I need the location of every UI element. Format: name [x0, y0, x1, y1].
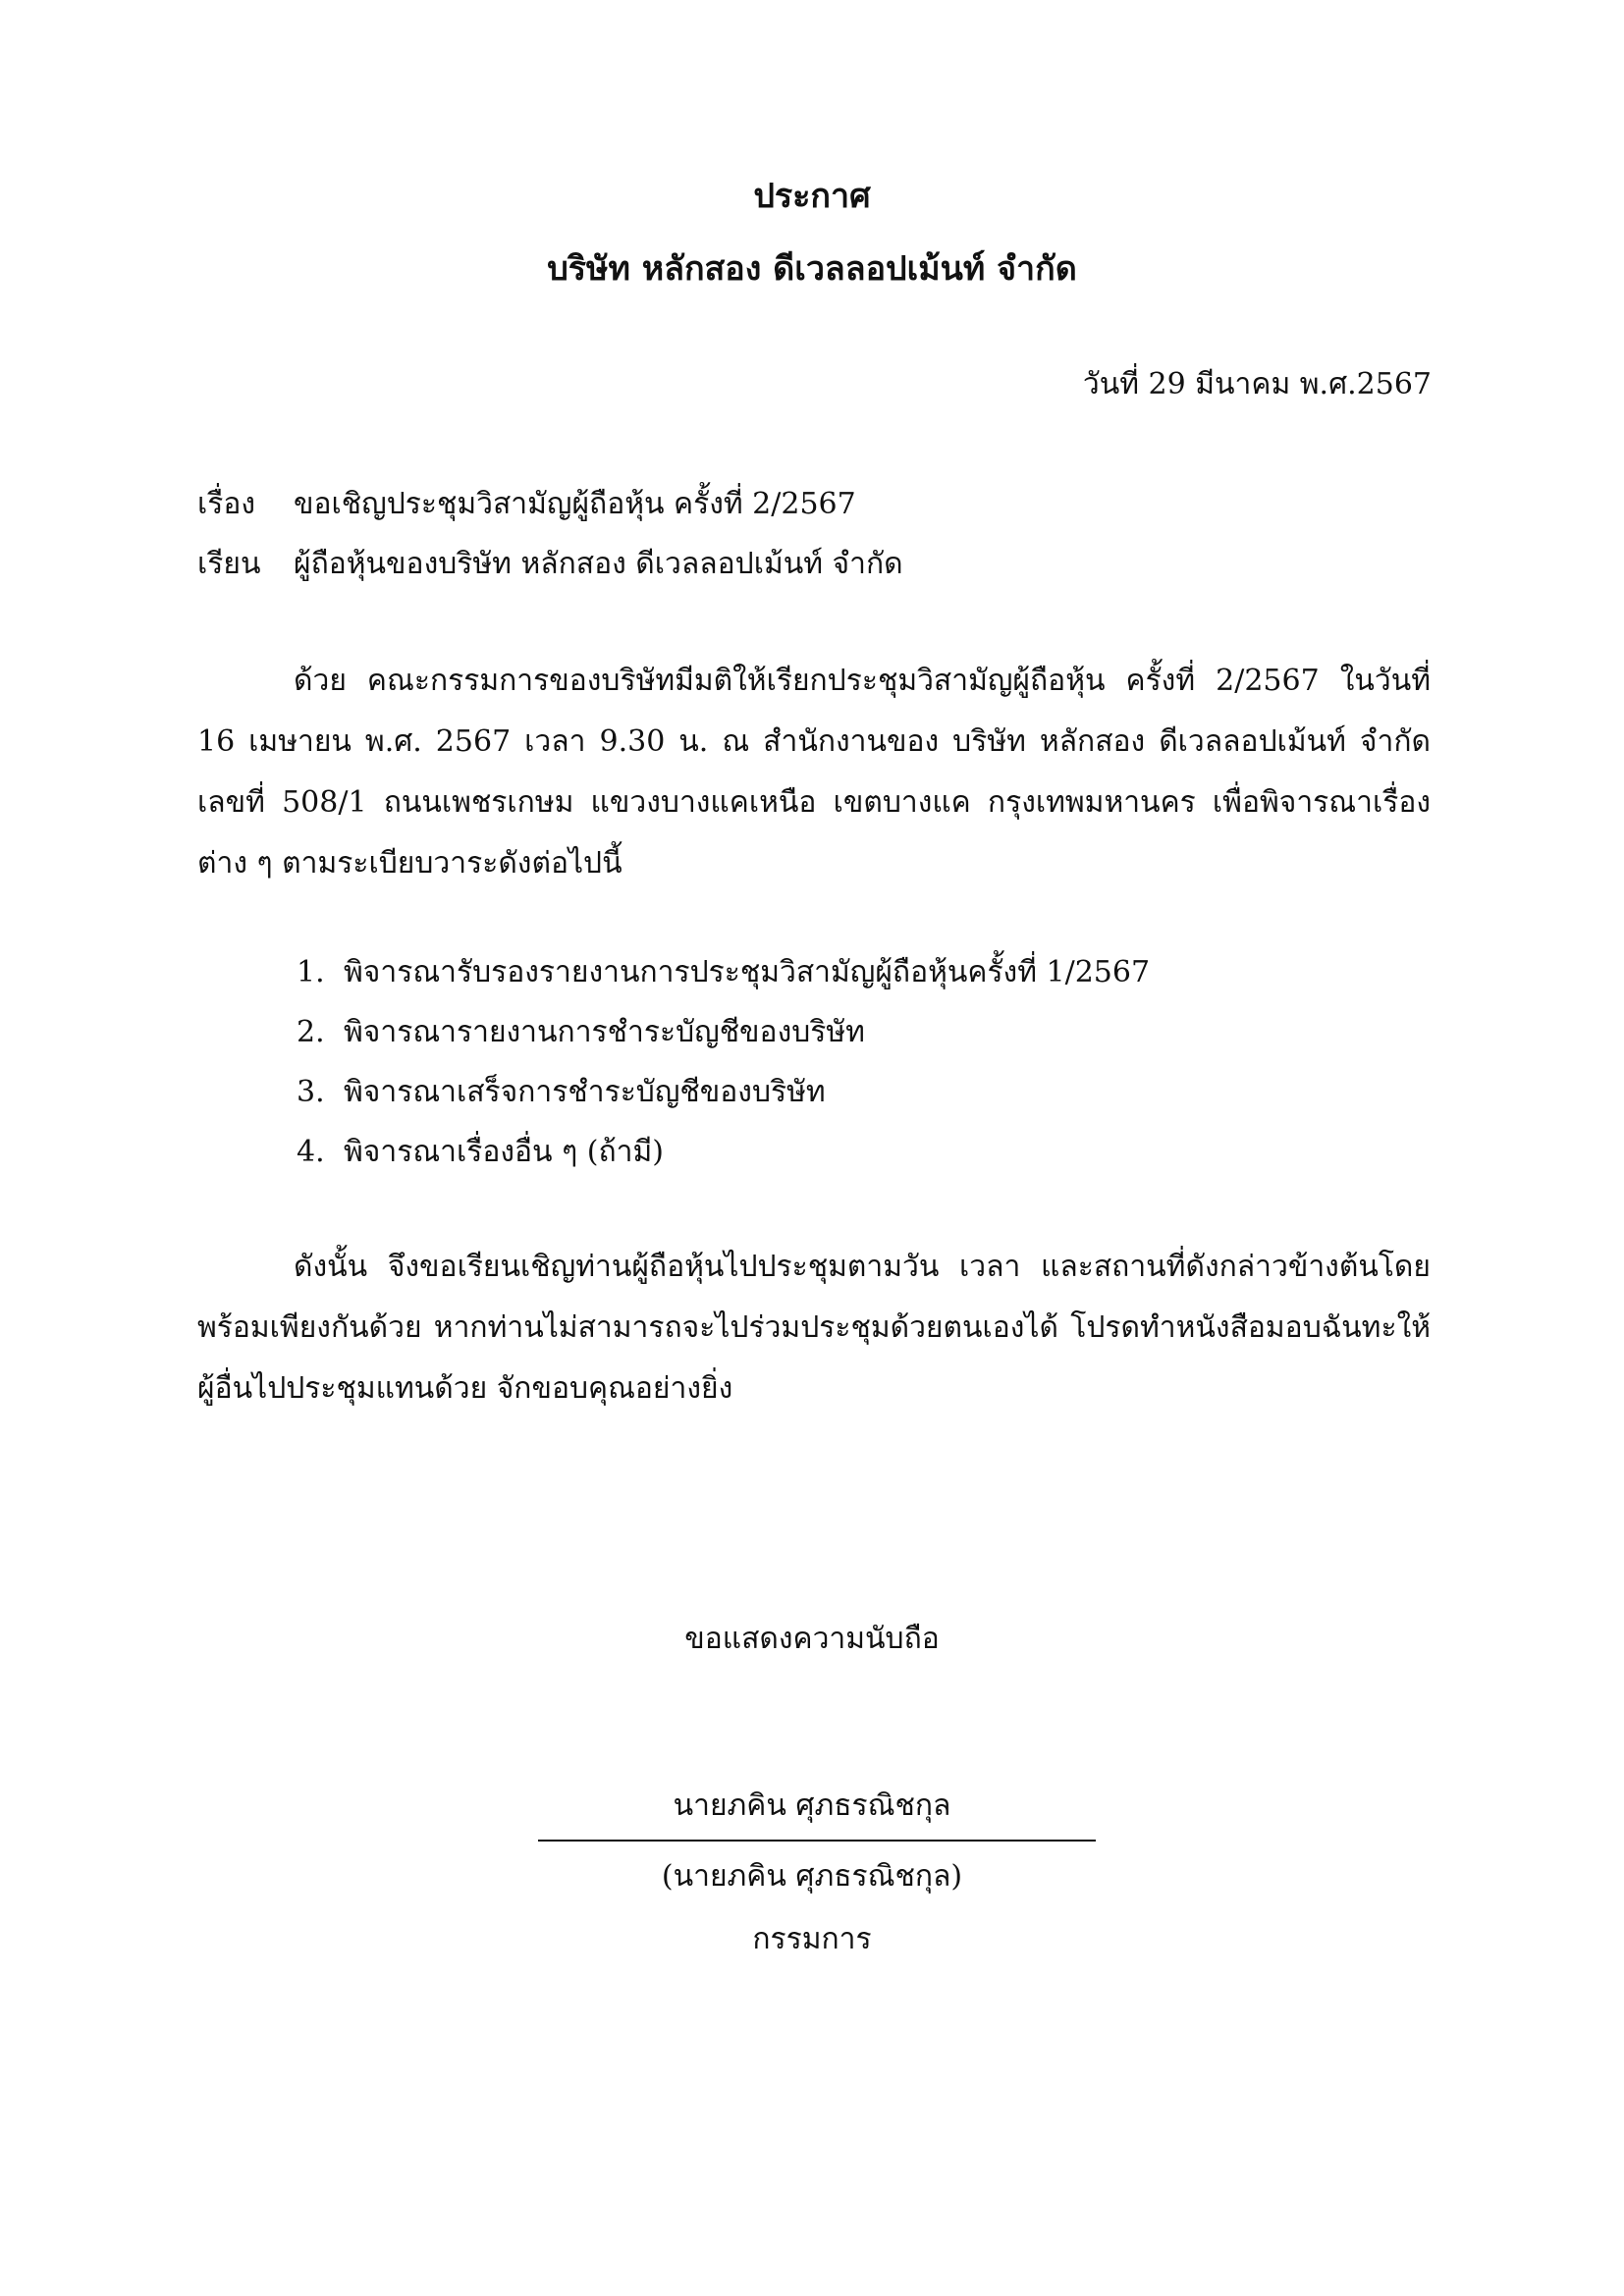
- agenda-number: 1.: [297, 955, 325, 989]
- signer-position: กรรมการ: [752, 1922, 872, 1956]
- agenda-item: [297, 942, 1150, 1002]
- agenda-number: 2.: [297, 1015, 325, 1049]
- agenda-text: พิจารณารับรองรายงานการประชุมวิสามัญผู้ถือหุ้นครั้งที่ 1/2567: [344, 955, 1151, 989]
- recipient-label: เรียน: [197, 547, 261, 581]
- agenda-list: [297, 942, 1150, 1182]
- printed-name: (นายภคิน ศุภธรณิชกุล): [661, 1859, 963, 1894]
- subject-label: เรื่อง: [197, 487, 256, 521]
- agenda-number: 4.: [297, 1135, 325, 1169]
- agenda-item: [297, 1002, 1150, 1062]
- agenda-text: พิจารณาเรื่องอื่น ๆ (ถ้ามี): [344, 1135, 664, 1169]
- agenda-number: 3.: [297, 1075, 325, 1109]
- intro-paragraph: ด้วย คณะกรรมการของบริษัทมีมติให้เรียกประชุมวิสามัญผู้ถือหุ้น ครั้งที่ 2/2567 ในวันที่ 16 เมษายน พ.ศ. 2567 เวลา 9.30 น. ณ สำนักงานของ บริษัท หลักสอง ดีเวลลอปเม้นท์ จำกัด เลขที่ 508/1 ถนนเพชรเกษม แขวงบางแคเหนือ เขตบางแค กรุงเทพมหานคร เพื่อพิจารณาเรื่องต่าง ๆ ตามระเบียบวาระดังต่อไปนี้: [197, 664, 1431, 881]
- regards-text: ขอแสดงความนับถือ: [684, 1622, 940, 1656]
- agenda-item: [297, 1122, 1150, 1182]
- subject-row: [197, 481, 856, 527]
- subject-text: ขอเชิญประชุมวิสามัญผู้ถือหุ้น ครั้งที่ 2/2567: [294, 487, 856, 521]
- agenda-item: [297, 1062, 1150, 1122]
- agenda-text: พิจารณาเสร็จการชำระบัญชีของบริษัท: [344, 1075, 826, 1109]
- recipient-text: ผู้ถือหุ้นของบริษัท หลักสอง ดีเวลลอปเม้นท์ จำกัด: [294, 547, 903, 581]
- company-name: บริษัท หลักสอง ดีเวลลอปเม้นท์ จำกัด: [547, 249, 1077, 289]
- signed-name: นายภคิน ศุภธรณิชกุล: [673, 1789, 951, 1823]
- signature-line: [538, 1840, 1096, 1842]
- announcement-title: ประกาศ: [753, 177, 871, 216]
- recipient-row: [197, 541, 903, 587]
- agenda-text: พิจารณารายงานการชำระบัญชีของบริษัท: [344, 1015, 865, 1049]
- document-date: วันที่ 29 มีนาคม พ.ศ.2567: [1082, 367, 1432, 401]
- closing-paragraph: ดังนั้น จึงขอเรียนเชิญท่านผู้ถือหุ้นไปประชุมตามวัน เวลา และสถานที่ดังกล่าวข้างต้นโดยพร้อมเพียงกันด้วย หากท่านไม่สามารถจะไปร่วมประชุมด้วยตนเองได้ โปรดทำหนังสือมอบฉันทะให้ผู้อื่นไปประชุมแทนด้วย จักขอบคุณอย่างยิ่ง: [197, 1250, 1431, 1406]
